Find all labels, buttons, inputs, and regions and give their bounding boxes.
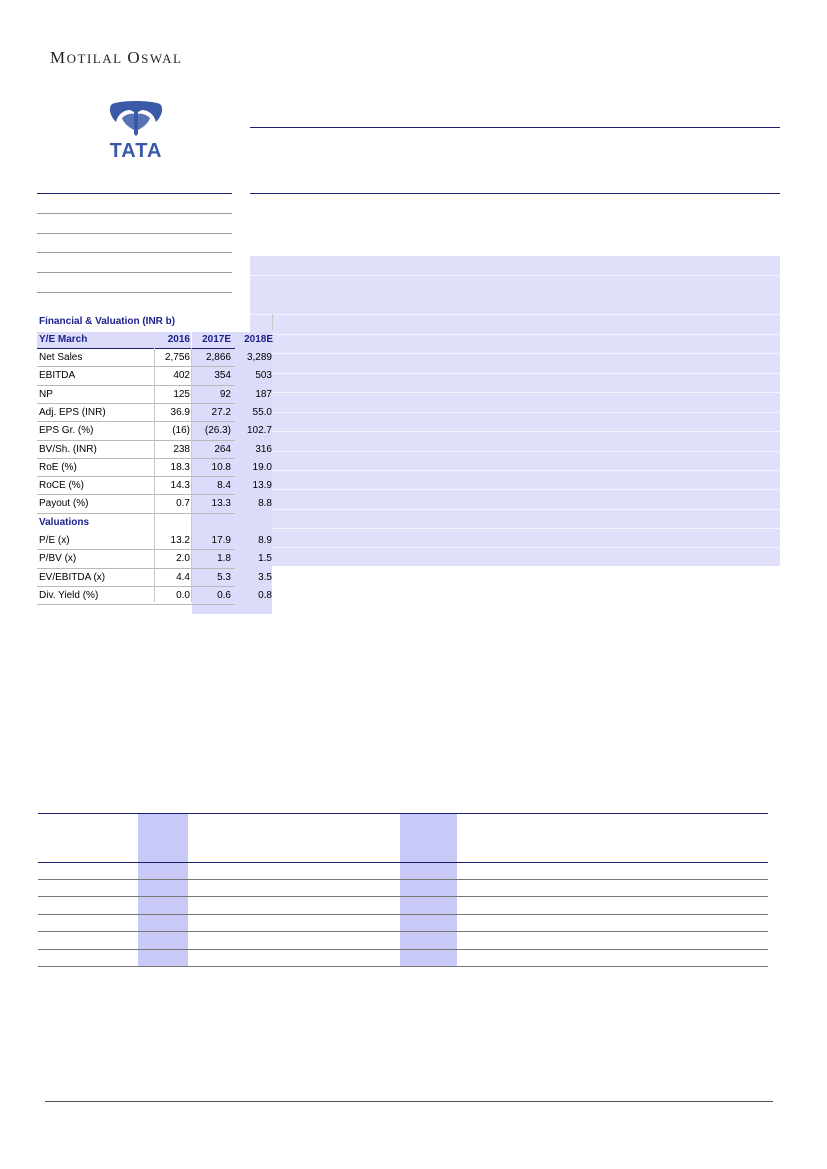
brand-rest-1: OTILAL	[66, 51, 123, 66]
table-row	[37, 458, 272, 476]
row-value: 125	[173, 388, 190, 400]
row-value: 0.7	[176, 498, 190, 510]
row-value: 10.8	[211, 461, 231, 473]
header-col-2016: 2016	[167, 334, 190, 345]
sidebar-row-divider	[37, 252, 232, 253]
bottom-table-header-rule	[38, 862, 768, 863]
valuations-label: Valuations	[39, 516, 90, 528]
table-row	[37, 549, 272, 567]
table-row	[37, 366, 272, 384]
row-value: 2,866	[205, 352, 231, 363]
row-value: 13.2	[170, 535, 190, 546]
row-value: 19.0	[252, 461, 272, 473]
row-value: 8.8	[258, 498, 272, 510]
highlight-band	[250, 256, 780, 566]
row-value: 187	[255, 388, 272, 400]
row-value: 18.3	[170, 461, 190, 473]
row-label: Adj. EPS (INR)	[39, 406, 106, 418]
table-row	[37, 568, 272, 586]
row-value: 17.9	[211, 535, 231, 546]
table-header-row	[37, 330, 273, 348]
row-value: 3.5	[258, 571, 272, 583]
row-label: EBITDA	[39, 370, 76, 382]
row-value: 316	[255, 443, 272, 455]
row-label: P/E (x)	[39, 535, 70, 546]
row-label: BV/Sh. (INR)	[39, 443, 97, 455]
row-value: 92	[219, 388, 231, 400]
table-row	[37, 494, 272, 512]
row-value: 2.0	[176, 553, 190, 565]
bottom-table-row-divider	[38, 914, 768, 915]
row-label: EPS Gr. (%)	[39, 425, 94, 437]
table-row	[37, 385, 272, 403]
bottom-table-row-divider	[38, 879, 768, 880]
valuations-section-label	[37, 513, 235, 531]
row-value: 8.9	[258, 535, 272, 546]
table-row	[37, 440, 272, 458]
bottom-table-row-divider	[38, 949, 768, 950]
sidebar-row-divider	[37, 272, 232, 273]
row-value: 402	[173, 370, 190, 382]
sidebar-row-divider	[37, 213, 232, 214]
row-value: 14.3	[170, 480, 190, 492]
bottom-table-shaded-col	[400, 814, 457, 967]
brand-name	[50, 48, 182, 68]
table-title: Financial & Valuation (INR b)	[39, 316, 176, 327]
tata-logo	[100, 100, 172, 160]
tata-logo-icon	[100, 100, 172, 160]
sidebar-top-rule	[37, 193, 232, 194]
row-value: 55.0	[252, 406, 272, 418]
header-col-2018e: 2018E	[244, 334, 273, 345]
row-value: 8.4	[217, 480, 231, 492]
brand-initial-1: M	[50, 48, 67, 67]
row-value: 36.9	[170, 406, 190, 418]
row-label: Div. Yield (%)	[39, 589, 99, 601]
row-label: Payout (%)	[39, 498, 89, 510]
row-value: 0.6	[217, 589, 231, 601]
row-value: 102.7	[246, 425, 272, 437]
table-row	[37, 531, 272, 549]
row-label: RoE (%)	[39, 461, 77, 473]
bottom-table-row-divider	[38, 896, 768, 897]
brand-initial-2: O	[127, 48, 142, 67]
title-top-rule	[250, 127, 780, 128]
sidebar-row-divider	[37, 292, 232, 293]
row-value: 5.3	[217, 571, 231, 583]
row-value: 0.0	[176, 589, 190, 601]
table-row	[37, 476, 272, 494]
tata-logo-text: TATA	[109, 140, 163, 160]
table-row	[37, 403, 272, 421]
table-row	[37, 586, 272, 604]
header-col-2017e: 2017E	[202, 334, 231, 345]
row-value: 354	[214, 370, 231, 382]
footer-rule	[45, 1101, 773, 1102]
sidebar-row-divider	[37, 233, 232, 234]
row-value: 0.8	[258, 589, 272, 601]
row-value: (16)	[172, 425, 190, 437]
row-label: P/BV (x)	[39, 553, 77, 565]
row-label: Net Sales	[39, 352, 83, 363]
row-value: 1.5	[258, 553, 272, 565]
row-value: 13.3	[211, 498, 231, 510]
row-value: (26.3)	[204, 425, 231, 437]
row-label: EV/EBITDA (x)	[39, 571, 106, 583]
row-value: 503	[255, 370, 272, 382]
bottom-table-row-divider	[38, 931, 768, 932]
brand-rest-2: SWAL	[141, 51, 183, 66]
row-value: 27.2	[211, 406, 231, 418]
row-value: 1.8	[217, 553, 231, 565]
table-row	[37, 348, 272, 366]
row-label: RoCE (%)	[39, 480, 85, 492]
row-value: 3,289	[246, 352, 272, 363]
row-value: 264	[214, 443, 231, 455]
header-label: Y/E March	[39, 334, 88, 345]
bottom-table-row-divider	[38, 966, 768, 967]
row-label: NP	[39, 388, 53, 400]
row-value: 2,756	[164, 352, 190, 363]
row-value: 238	[173, 443, 190, 455]
table-row	[37, 421, 272, 439]
title-bottom-rule	[250, 193, 780, 194]
row-value: 13.9	[252, 480, 272, 492]
bottom-table-shaded-col	[138, 814, 188, 967]
row-value: 4.4	[176, 571, 190, 583]
